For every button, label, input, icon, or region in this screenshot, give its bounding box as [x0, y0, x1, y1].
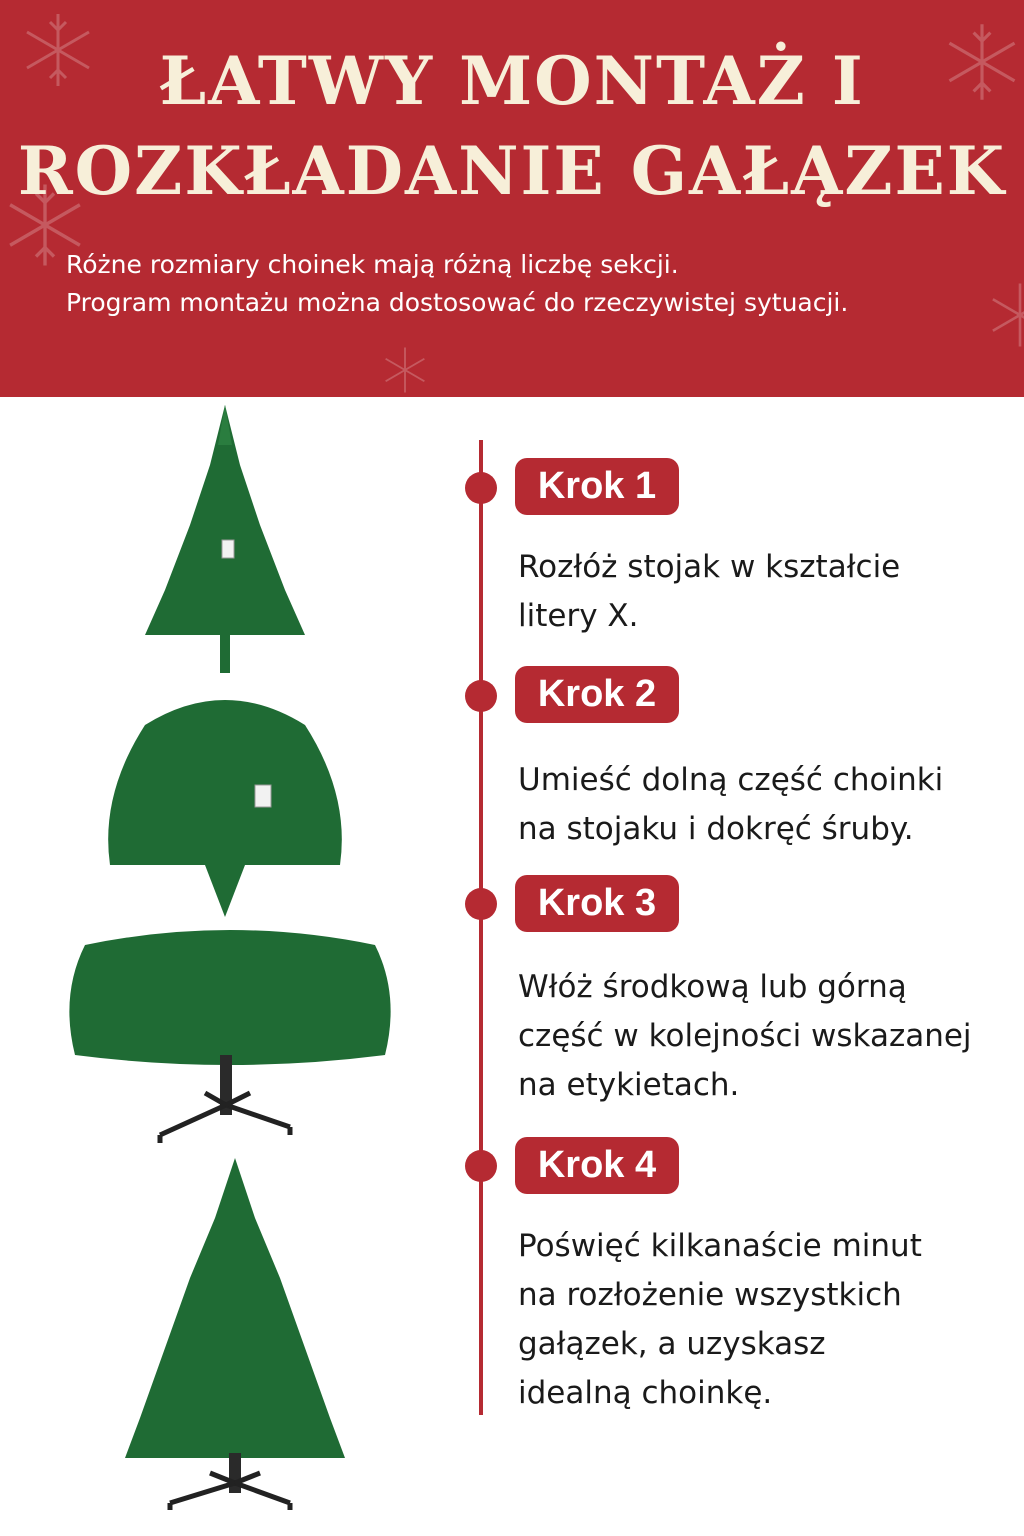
- subtitle-line2: Program montażu można dostosować do rzeczywistej sytuacji.: [66, 288, 849, 317]
- christmas-tree-icon: [120, 1158, 350, 1518]
- step-4-line3: gałązek, a uzyskasz: [518, 1326, 826, 1362]
- christmas-tree-icon: [140, 405, 310, 675]
- timeline-dot: [465, 472, 497, 504]
- step-2-line1: Umieść dolną część choinki: [518, 762, 944, 798]
- step-1-line2: litery X.: [518, 598, 639, 634]
- step-1-text: [518, 543, 900, 641]
- step-3-text: [518, 963, 972, 1110]
- subtitle-line1: Różne rozmiary choinek mają różną liczbę sekcji.: [66, 250, 679, 279]
- step-3-line1: Włóż środkową lub górną: [518, 969, 907, 1005]
- step-4-line4: idealną choinkę.: [518, 1375, 773, 1411]
- christmas-tree-icon: [65, 925, 395, 1145]
- step-1-badge: Krok 1: [515, 458, 679, 515]
- step-3-line3: na etykietach.: [518, 1067, 740, 1103]
- step-4-text: [518, 1222, 922, 1418]
- snowflake-icon: [985, 280, 1024, 350]
- step-4-line2: na rozłożenie wszystkich: [518, 1277, 902, 1313]
- christmas-tree-icon: [105, 685, 345, 920]
- step-3-line2: część w kolejności wskazanej: [518, 1018, 972, 1054]
- header-banner: [0, 0, 1024, 397]
- snowflake-icon: [380, 345, 430, 395]
- step-3-badge: Krok 3: [515, 875, 679, 932]
- step-2-text: [518, 756, 943, 854]
- step-1-line1: Rozłóż stojak w kształcie: [518, 549, 901, 585]
- timeline-dot: [465, 680, 497, 712]
- step-2-badge: Krok 2: [515, 666, 679, 723]
- step-2-line2: na stojaku i dokręć śruby.: [518, 811, 914, 847]
- step-4-badge: Krok 4: [515, 1137, 679, 1194]
- page-title-line1: ŁATWY MONTAŻ I: [159, 42, 865, 120]
- page-title-line2: ROZKŁADANIE GAŁĄZEK: [17, 132, 1007, 210]
- timeline-dot: [465, 888, 497, 920]
- timeline-dot: [465, 1150, 497, 1182]
- step-4-line1: Poświęć kilkanaście minut: [518, 1228, 922, 1264]
- timeline-line: [479, 440, 483, 1415]
